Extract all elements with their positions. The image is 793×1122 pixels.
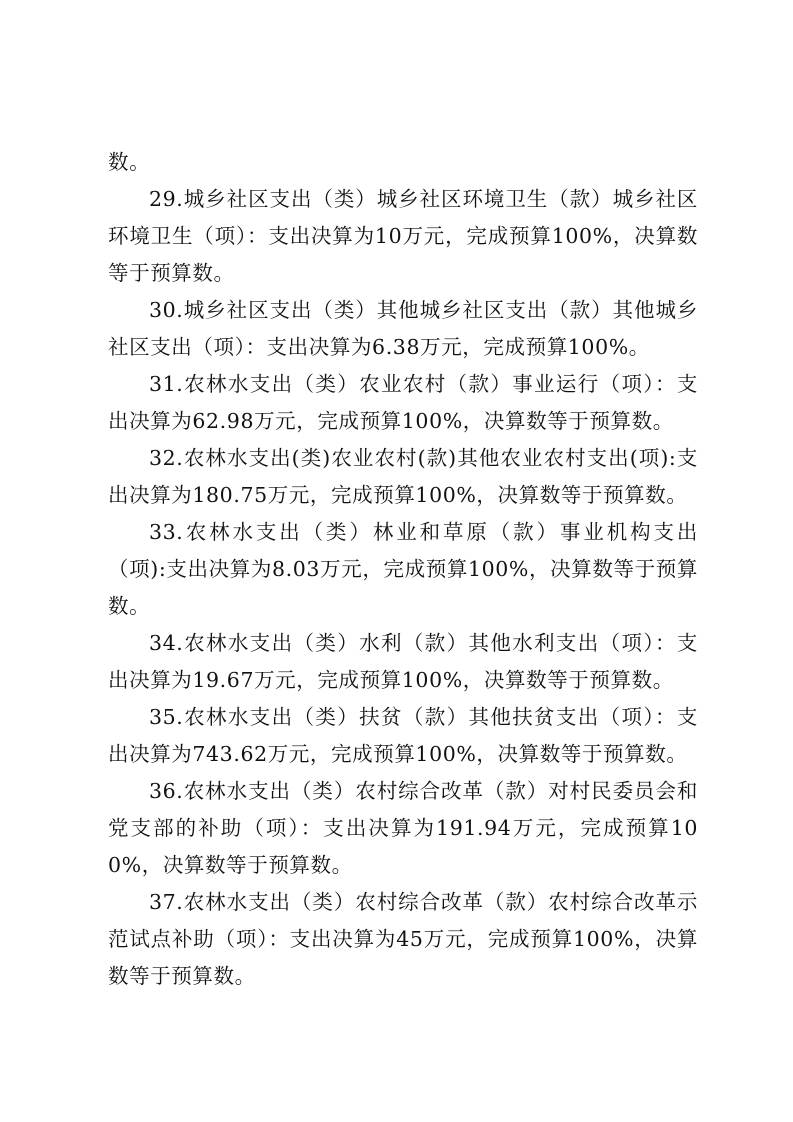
paragraph-item-30: 30.城乡社区支出（类）其他城乡社区支出（款）其他城乡社区支出（项）：支出决算为6.38万元，完成预算100%。 (108, 298, 698, 359)
paragraph-item-36: 36.农林水支出（类）农村综合改革（款）对村民委员会和党支部的补助（项）：支出决算为191.94万元，完成预算100%，决算数等于预算数。 (108, 779, 698, 877)
paragraph-continuation: 数。 (108, 150, 151, 174)
paragraph-item-33: 33.农林水支出（类）林业和草原（款）事业机构支出（项):支出决算为8.03万元，完成预算100%，决算数等于预算数。 (108, 520, 698, 618)
document-body (108, 144, 698, 995)
paragraph-item-31: 31.农林水支出（类）农业农村（款）事业运行（项）：支出决算为62.98万元，完成预算100%，决算数等于预算数。 (108, 372, 698, 433)
paragraph-item-35: 35.农林水支出（类）扶贫（款）其他扶贫支出（项）：支出决算为743.62万元，完成预算100%，决算数等于预算数。 (108, 705, 698, 766)
paragraph-item-34: 34.农林水支出（类）水利（款）其他水利支出（项）：支出决算为19.67万元，完成预算100%，决算数等于预算数。 (108, 631, 698, 692)
paragraph-item-32: 32.农林水支出(类)农业农村(款)其他农业农村支出(项):支出决算为180.75万元，完成预算100%，决算数等于预算数。 (108, 446, 699, 507)
paragraph-item-29: 29.城乡社区支出（类）城乡社区环境卫生（款）城乡社区环境卫生（项）：支出决算为10万元，完成预算100%，决算数等于预算数。 (108, 187, 698, 285)
paragraph-item-37: 37.农林水支出（类）农村综合改革（款）农村综合改革示范试点补助（项）：支出决算为45万元，完成预算100%，决算数等于预算数。 (108, 890, 698, 988)
